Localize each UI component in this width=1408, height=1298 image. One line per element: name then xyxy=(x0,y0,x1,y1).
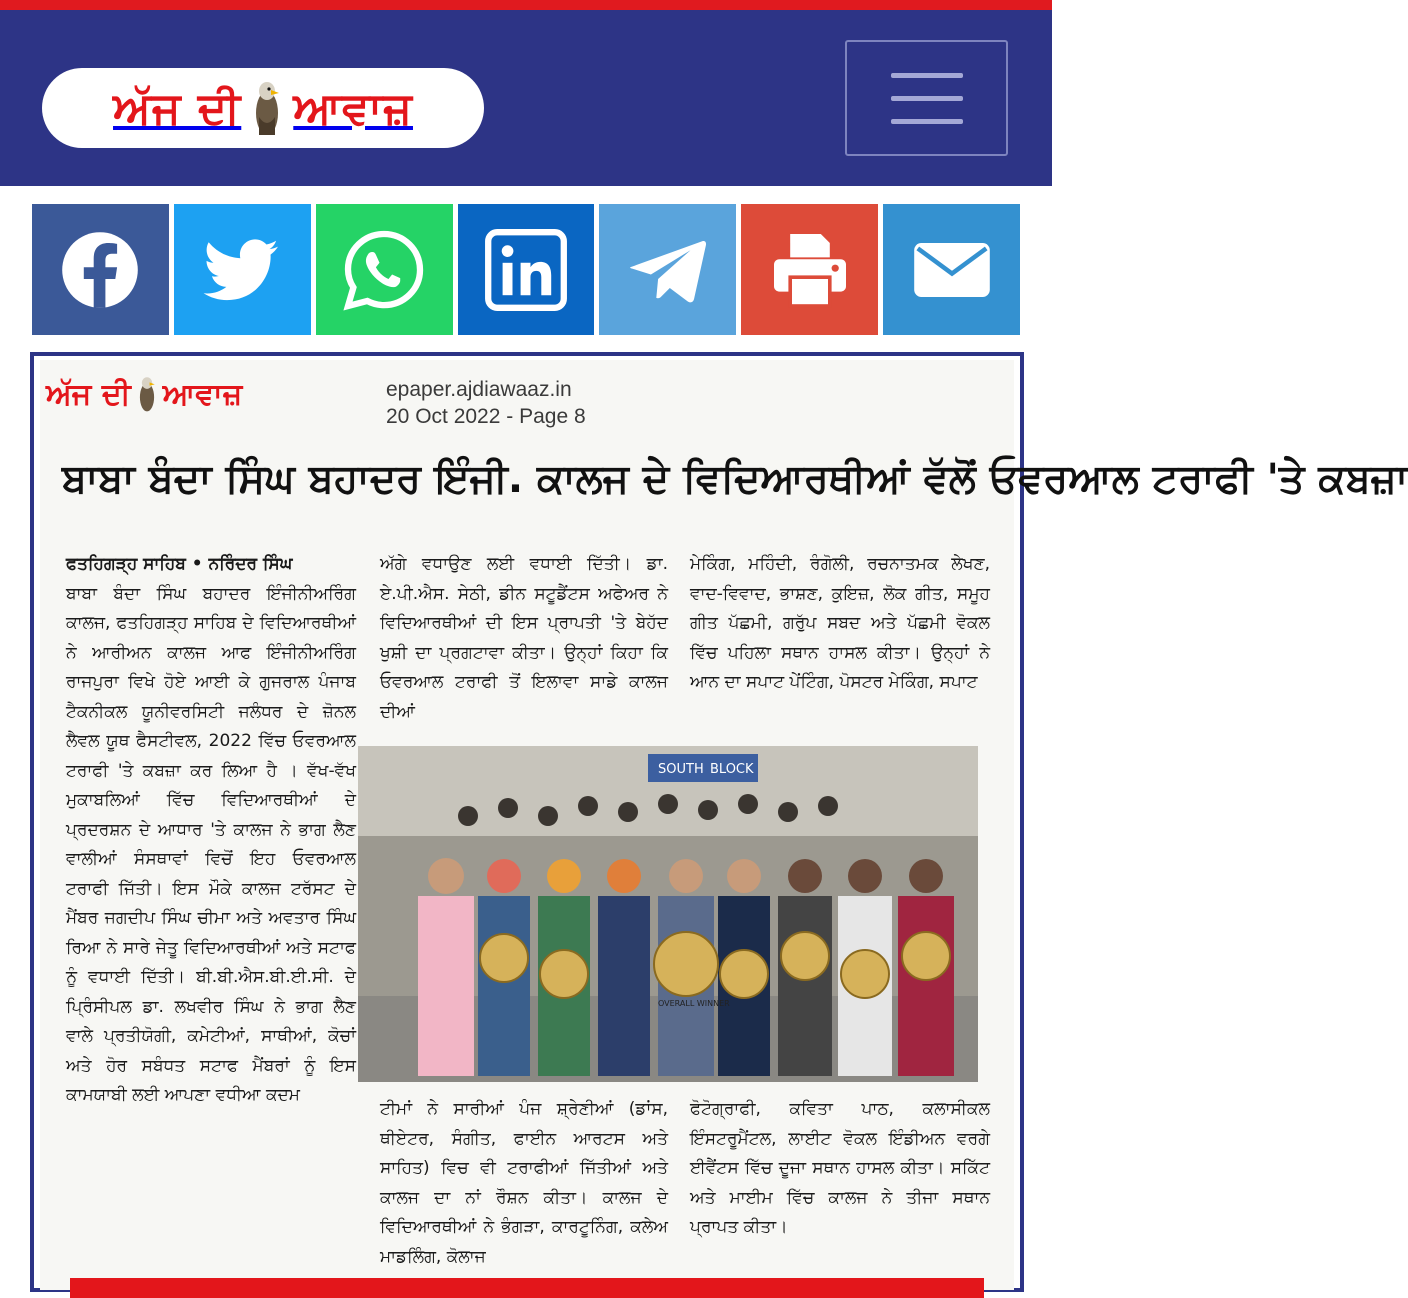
share-whatsapp-button[interactable] xyxy=(316,204,453,335)
share-email-button[interactable] xyxy=(883,204,1020,335)
whatsapp-icon xyxy=(339,225,429,315)
eagle-icon xyxy=(135,374,159,414)
newspaper-page xyxy=(40,360,1408,1290)
telegram-icon xyxy=(623,225,713,315)
envelope-icon xyxy=(907,225,997,315)
article-byline: ਫਤਹਿਗੜ੍ਹ ਸਾਹਿਬ • ਨਰਿੰਦਰ ਸਿੰਘ xyxy=(66,554,293,574)
share-twitter-button[interactable] xyxy=(174,204,311,335)
epaper-logo xyxy=(46,374,242,414)
hamburger-line xyxy=(891,96,963,101)
facebook-icon xyxy=(55,225,145,315)
article-column-1 xyxy=(66,550,356,1111)
group-photo xyxy=(358,746,978,1082)
article-column-3b: ਫੋਟੋਗ੍ਰਾਫੀ, ਕਵਿਤਾ ਪਾਠ, ਕਲਾਸੀਕਲ ਇੰਸਟਰੂਮੈਂਟਲ, ਲਾਈਟ ਵੋਕਲ ਇੰਡੀਅਨ ਵਰਗੇ ਈਵੈਂਟਸ ਵਿੱਚ ਦੂਜਾ ਸਥਾਨ ਹਾਸਲ ਕੀਤਾ। ਸਕਿੱਟ ਅਤੇ ਮਾਈਮ ਵਿੱਚ ਕਾਲਜ ਨੇ ਤੀਜਾ ਸਥਾਨ ਪ੍ਰਾਪਤ ਕੀਤਾ। xyxy=(690,1099,990,1237)
top-accent-stripe xyxy=(0,0,1052,10)
share-bar xyxy=(32,204,1020,335)
photo-sign-block: BLOCK xyxy=(710,762,754,777)
hamburger-icon xyxy=(891,73,963,78)
trophy-label: OVERALL WINNER xyxy=(658,999,730,1008)
epaper-date-page: 20 Oct 2022 - Page 8 xyxy=(386,405,586,428)
print-button[interactable] xyxy=(741,204,878,335)
article-headline: ਬਾਬਾ ਬੰਦਾ ਸਿੰਘ ਬਹਾਦਰ ਇੰਜੀ. ਕਾਲਜ ਦੇ ਵਿਦਿਆਰਥੀਆਂ ਵੱਲੋਂ ਓਵਰਆਲ ਟਰਾਫੀ 'ਤੇ ਕਬਜ਼ਾ xyxy=(62,456,1408,502)
share-facebook-button[interactable] xyxy=(32,204,169,335)
epaper-meta xyxy=(386,376,586,430)
site-header xyxy=(0,10,1052,186)
logo-text-right: ਆਵਾਜ਼ xyxy=(293,82,413,134)
epaper-logo-left: ਅੱਜ ਦੀ xyxy=(46,376,131,412)
photo-sign-south: SOUTH xyxy=(658,762,704,777)
linkedin-icon xyxy=(481,225,571,315)
epaper-logo-right: ਆਵਾਜ਼ xyxy=(162,376,243,412)
article-column-2: ਅੱਗੇ ਵਧਾਉਣ ਲਈ ਵਧਾਈ ਦਿੱਤੀ। ਡਾ. ਏ.ਪੀ.ਐਸ. ਸੇਠੀ, ਡੀਨ ਸਟੂਡੈਂਟਸ ਅਫੇਅਰ ਨੇ ਵਿਦਿਆਰਥੀਆਂ ਦੀ ਇਸ ਪ੍ਰਾਪਤੀ 'ਤੇ ਬੇਹੱਦ ਖੁਸ਼ੀ ਦਾ ਪ੍ਰਗਟਾਵਾ ਕੀਤਾ। ਉਨ੍ਹਾਂ ਕਿਹਾ ਕਿ ਓਵਰਆਲ ਟਰਾਫੀ ਤੋਂ ਇਲਾਵਾ ਸਾਡੇ ਕਾਲਜ ਦੀਆਂ xyxy=(380,554,668,722)
share-telegram-button[interactable] xyxy=(599,204,736,335)
printer-icon xyxy=(765,225,855,315)
epaper-site: epaper.ajdiawaaz.in xyxy=(386,378,572,401)
logo-text-left: ਅੱਜ ਦੀ xyxy=(113,82,242,134)
share-linkedin-button[interactable] xyxy=(458,204,595,335)
hamburger-menu-button[interactable] xyxy=(845,40,1008,156)
article-text: ਬਾਬਾ ਬੰਦਾ ਸਿੰਘ ਬਹਾਦਰ ਇੰਜੀਨੀਅਰਿੰਗ ਕਾਲਜ, ਫਤਹਿਗੜ੍ਹ ਸਾਹਿਬ ਦੇ ਵਿਦਿਆਰਥੀਆਂ ਨੇ ਆਰੀਅਨ ਕਾਲਜ ਆਫ ਇੰਜੀਨੀਅਰਿੰਗ ਰਾਜਪੁਰਾ ਵਿਖੇ ਹੋਏ ਆਈ ਕੇ ਗੁਜਰਾਲ ਪੰਜਾਬ ਟੈਕਨੀਕਲ ਯੂਨੀਵਰਸਿਟੀ ਜਲੰਧਰ ਦੇ ਜ਼ੋਨਲ ਲੈਵਲ ਯੂਥ ਫੈਸਟੀਵਲ, 2022 ਵਿੱਚ ਓਵਰਆਲ ਟਰਾਫੀ 'ਤੇ ਕਬਜ਼ਾ ਕਰ ਲਿਆ ਹੈ । ਵੱਖ-ਵੱਖ ਮੁਕਾਬਲਿਆਂ ਵਿੱਚ ਵਿਦਿਆਰਥੀਆਂ ਦੇ ਪ੍ਰਦਰਸ਼ਨ ਦੇ ਆਧਾਰ 'ਤੇ ਕਾਲਜ ਨੇ ਭਾਗ ਲੈਣ ਵਾਲੀਆਂ ਸੰਸਥਾਵਾਂ ਵਿਚੋਂ ਇਹ ਓਵਰਆਲ ਟਰਾਫੀ ਜਿੱਤੀ। ਇਸ ਮੌਕੇ ਕਾਲਜ ਟਰੱਸਟ ਦੇ ਮੈਂਬਰ ਜਗਦੀਪ ਸਿੰਘ ਚੀਮਾ ਅਤੇ ਅਵਤਾਰ ਸਿੰਘ ਰਿਆ ਨੇ ਸਾਰੇ ਜੇਤੂ ਵਿਦਿਆਰਥੀਆਂ ਅਤੇ ਸਟਾਫ ਨੂੰ ਵਧਾਈ ਦਿੱਤੀ। ਬੀ.ਬੀ.ਐਸ.ਬੀ.ਈ.ਸੀ. ਦੇ ਪ੍ਰਿੰਸੀਪਲ ਡਾ. ਲਖਵੀਰ ਸਿੰਘ ਨੇ ਭਾਗ ਲੈਣ ਵਾਲੇ ਪ੍ਰਤੀਯੋਗੀ, ਕਮੇਟੀਆਂ, ਸਾਥੀਆਂ, ਕੋਚਾਂ ਅਤੇ ਹੋਰ ਸਬੰਧਤ ਸਟਾਫ ਮੈਂਬਰਾਂ ਨੂੰ ਇਸ ਕਾਮਯਾਬੀ ਲਈ ਆਪਣਾ ਵਧੀਆ ਕਦਮ xyxy=(66,583,356,1105)
hamburger-line xyxy=(891,119,963,124)
site-logo[interactable] xyxy=(42,68,484,148)
eagle-icon xyxy=(249,77,285,139)
twitter-icon xyxy=(197,225,287,315)
footer-red-bar xyxy=(70,1278,984,1298)
article-column-2b: ਟੀਮਾਂ ਨੇ ਸਾਰੀਆਂ ਪੰਜ ਸ਼੍ਰੇਣੀਆਂ (ਡਾਂਸ, ਥੀਏਟਰ, ਸੰਗੀਤ, ਫਾਈਨ ਆਰਟਸ ਅਤੇ ਸਾਹਿਤ) ਵਿਚ ਵੀ ਟਰਾਫੀਆਂ ਜਿੱਤੀਆਂ ਅਤੇ ਕਾਲਜ ਦਾ ਨਾਂ ਰੌਸ਼ਨ ਕੀਤਾ। ਕਾਲਜ ਦੇ ਵਿਦਿਆਰਥੀਆਂ ਨੇ ਭੰਗੜਾ, ਕਾਰਟੂਨਿੰਗ, ਕਲੇਅ ਮਾਡਲਿੰਗ, ਕੋਲਾਜ xyxy=(380,1099,668,1267)
students-with-trophies-photo xyxy=(358,746,978,1082)
epaper-clipping xyxy=(30,352,1408,1292)
article-column-3: ਮੇਕਿੰਗ, ਮਹਿੰਦੀ, ਰੰਗੋਲੀ, ਰਚਨਾਤਮਕ ਲੇਖਣ, ਵਾਦ-ਵਿਵਾਦ, ਭਾਸ਼ਣ, ਕੁਇਜ਼, ਲੋਕ ਗੀਤ, ਸਮੂਹ ਗੀਤ ਪੱਛਮੀ, ਗਰੁੱਪ ਸਬਦ ਅਤੇ ਪੱਛਮੀ ਵੋਕਲ ਵਿੱਚ ਪਹਿਲਾ ਸਥਾਨ ਹਾਸਲ ਕੀਤਾ। ਉਨ੍ਹਾਂ ਨੇ ਆਨ ਦਾ ਸਪਾਟ ਪੇਂਟਿੰਗ, ਪੋਸਟਰ ਮੇਕਿੰਗ, ਸਪਾਟ xyxy=(690,554,990,692)
